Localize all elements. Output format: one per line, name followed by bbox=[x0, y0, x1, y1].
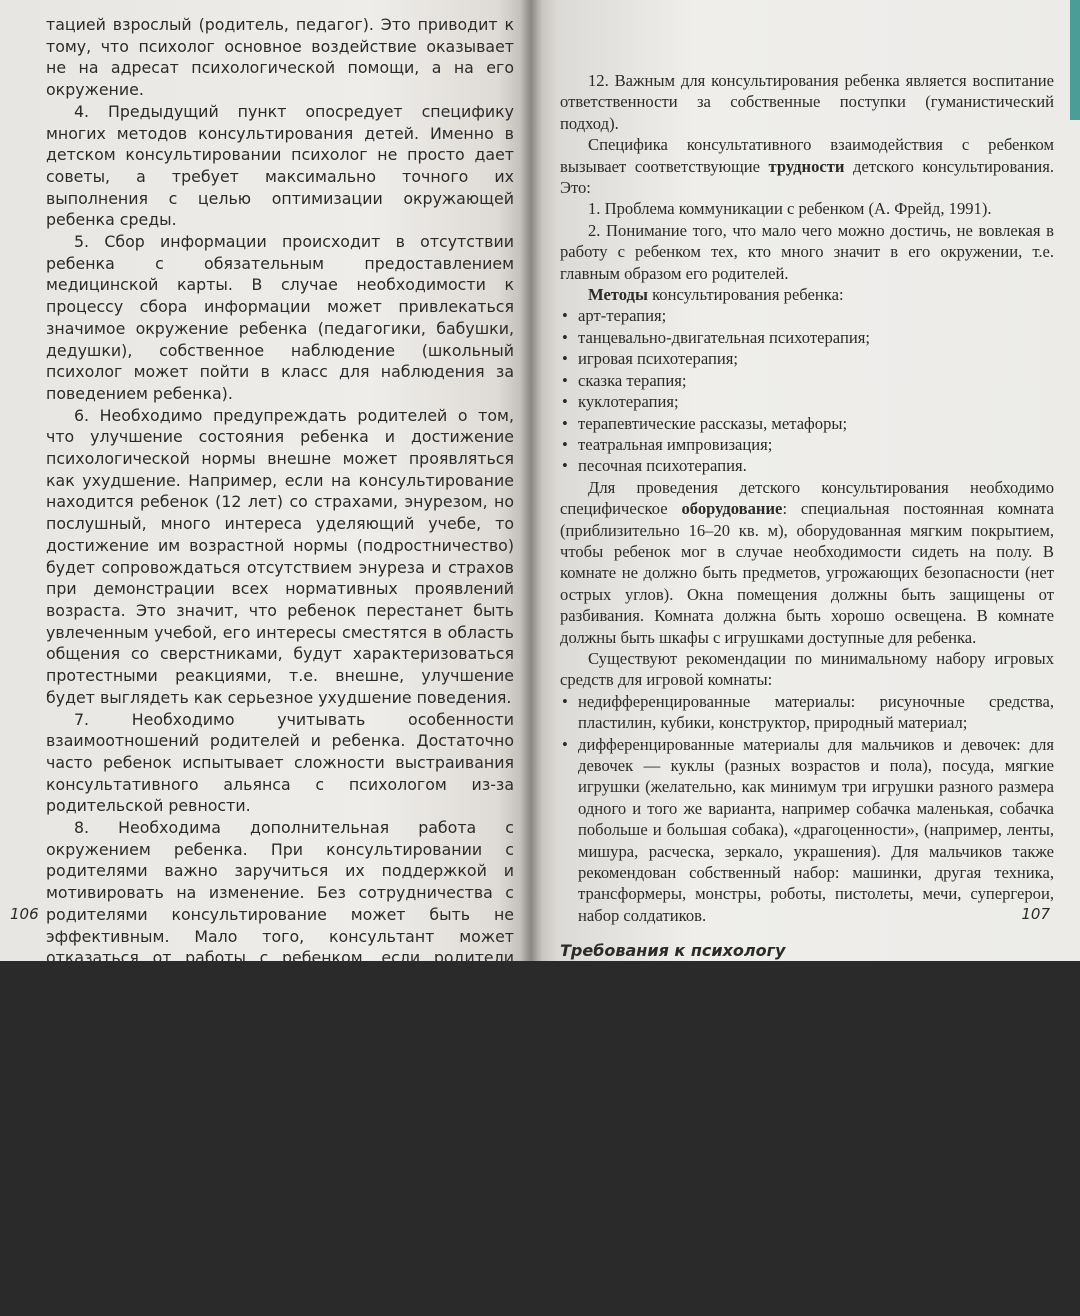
paragraph bbox=[560, 477, 1054, 648]
left-page bbox=[0, 0, 530, 1315]
text-span: Для проведения детского консультирования необходимо специфическое bbox=[560, 477, 1054, 519]
paragraph: 4. Предыдущий пункт опосредует специфику многих методов консультирования детей. Именно в детском консультировании психолог не просто дает советы, а требует максимально точного их выполнения с целью оптимизации окружающей ребенка среды. bbox=[46, 101, 514, 230]
section-heading: Требования к психологу bbox=[560, 941, 786, 961]
bold-term: Методы bbox=[588, 285, 648, 305]
list-item: • сказка терапия; bbox=[560, 370, 1054, 391]
list-item: • куклотерапия; bbox=[560, 391, 1054, 412]
cover-edge bbox=[1070, 0, 1080, 120]
paragraph: 6. Необходимо предупреждать родителей о том, что улучшение состояния ребенка и достижение психологической нормы внешне может проявляться как ухудшение. Например, если на консультирование находится ребенок (12 лет) со страхами, энурезом, но послушный, много интереса уделяющий учебе, то достижение им возрастной нормы (подростничество) будет сопровождаться отсутствием энуреза и страхов при демонстрации всех нормативных проявлений возраста. Это значит, что ребенок перестанет быть увлеченным учебой, его интересы сместятся в область общения со сверстниками, будут характеризоваться протестными реакциями, т.е. внешне, улучшение будет выглядеть как серьезное ухудшение поведения. bbox=[46, 405, 514, 707]
text-span: : специальная постоянная комната (приблизительно 16–20 кв. м), оборудованная мягким покрытием, чтобы ребенок мог в случае необходимости сидеть на полу. В комнате не должно быть предметов, угрожающих безопасности (нет острых углов). Окна помещения должны быть защищены от разбивания. Комната должна быть хорошо освещена. В комнате должны быть шкафы с игрушками доступные для ребенка. bbox=[560, 499, 1054, 647]
methods-list bbox=[560, 305, 1054, 476]
text-span: Специфика консультативного взаимодействия с ребенком вызывает соответствующие bbox=[560, 135, 1054, 176]
paragraph bbox=[560, 134, 1054, 198]
list-item: • театральная импровизация; bbox=[560, 434, 1054, 455]
paragraph: 11. Необходимость использования в консультировании вспомогательных средств: фантазии, мифы, сказки; маленькие житейские истории; рисунок, рисование; музыка; игра с игрушками, ролевая игра; выполнение консультантом воспитательных задач; просветительская работа с родителями, консультирование по вопросам воспитания; работа с мотивацией; работа по изменению поведения. bbox=[46, 1121, 514, 1315]
paragraph: 5. Сбор информации происходит в отсутствии ребенка с обязательным предоставлением медицинской карты. В случае необходимости к процессу сбора информации может привлекаться значимое окружение ребенка (педагогики, бабушки, дедушки), собственное наблюдение (школьный психолог может пойти в класс для наблюдения за поведением ребенка). bbox=[46, 232, 514, 403]
paragraph: 1. Проблема коммуникации с ребенком (А. Фрейд, 1991). bbox=[588, 199, 992, 219]
list-item: • игровая психотерапия; bbox=[560, 348, 1054, 369]
paragraph: 12. Важным для консультирования ребенка является воспитание ответственности за собственные поступки (гуманистический подход). bbox=[560, 71, 1054, 133]
paragraph: 9. Консультант не имеет права заниматься ребенком до 14 лет без согласия родителя. bbox=[46, 991, 514, 1033]
text-span: детского консультирования. Это: bbox=[560, 156, 1054, 198]
right-page-text bbox=[560, 70, 1054, 1053]
left-page-text bbox=[46, 14, 514, 1316]
paragraph: тацией взрослый (родитель, педагог). Это приводит к тому, что психолог основное воздействие оказывает не на адресат психологической помощи, а на его окружение. bbox=[46, 15, 514, 100]
list-item: • песочная психотерапия. bbox=[560, 455, 1054, 476]
list-item: • необходимо найти контакт с ребенком, уметь устанавливать доверительные и искренние отношения с ребенком; bbox=[560, 1010, 1054, 1053]
list-item: • арт-терапия; bbox=[560, 305, 1054, 326]
paragraph: 2. Понимание того, что мало чего можно достичь, не вовлекая в работу с ребенком тех, кто много значит в его окружении, т.е. главным образом его родителей. bbox=[560, 220, 1054, 283]
right-page bbox=[530, 0, 1080, 1052]
paragraph bbox=[560, 284, 1054, 305]
page-number: 106 bbox=[10, 905, 39, 923]
paragraph: 7. Необходимо учитывать особенности взаимоотношений родителей и ребенка. Достаточно часто ребенок испытывает сложности выстраивания консультативного альянса с психологом из-за родительской ревности. bbox=[46, 709, 514, 816]
bold-term: трудности bbox=[768, 156, 845, 176]
paragraph: Для осуществления консультирования с ребенком выделяется ряд требований к специалисту: bbox=[560, 968, 1054, 1010]
text-span: консультирования ребенка: bbox=[647, 285, 844, 305]
paragraph: 8. Необходима дополнительная работа с окружением ребенка. При консультировании с родителями важно заручиться их поддержкой и мотивировать на изменение. Без сотрудничества с родителями консультирование может быть не эффективным. Мало того, консультант может отказаться от работы с ребенком, если родители отказываются менять ситуацию. bbox=[46, 818, 514, 989]
paragraph: 10. Специфика направлений работы. Основной задачей консультирования является научение ребенка удовлетворять собственные потребности социально приемлемыми способами. bbox=[46, 1035, 514, 1120]
bold-term: оборудование bbox=[681, 499, 783, 519]
list-item: • терапевтические рассказы, метафоры; bbox=[560, 413, 1054, 434]
list-item: • недифференцированные материалы: рисуночные средства, пластилин, кубики, конструктор, природный материал; bbox=[560, 691, 1054, 734]
list-item: • дифференцированные материалы для мальчиков и девочек: для девочек — куклы (разных возрастов и пола), посуда, мягкие игрушки (желательно, как минимум три игрушки разного размера одного и того же варианта, например собачка маленькая, собачка побольше и большая собака), «драгоценности», (например, ленты, мишура, расческа, зеркало, украшения). Для мальчиков также рекомендован собственный набор: машинки, другая техника, трансформеры, монстры, роботы, пистолеты, мечи, супергерои, набор солдатиков. bbox=[560, 734, 1054, 927]
materials-list bbox=[560, 691, 1054, 926]
requirements-list bbox=[560, 1010, 1054, 1053]
paragraph: Существуют рекомендации по минимальному набору игровых средств для игровой комнаты: bbox=[560, 648, 1054, 690]
page-number: 107 bbox=[1021, 905, 1050, 923]
list-item: • танцевально-двигательная психотерапия; bbox=[560, 327, 1054, 348]
